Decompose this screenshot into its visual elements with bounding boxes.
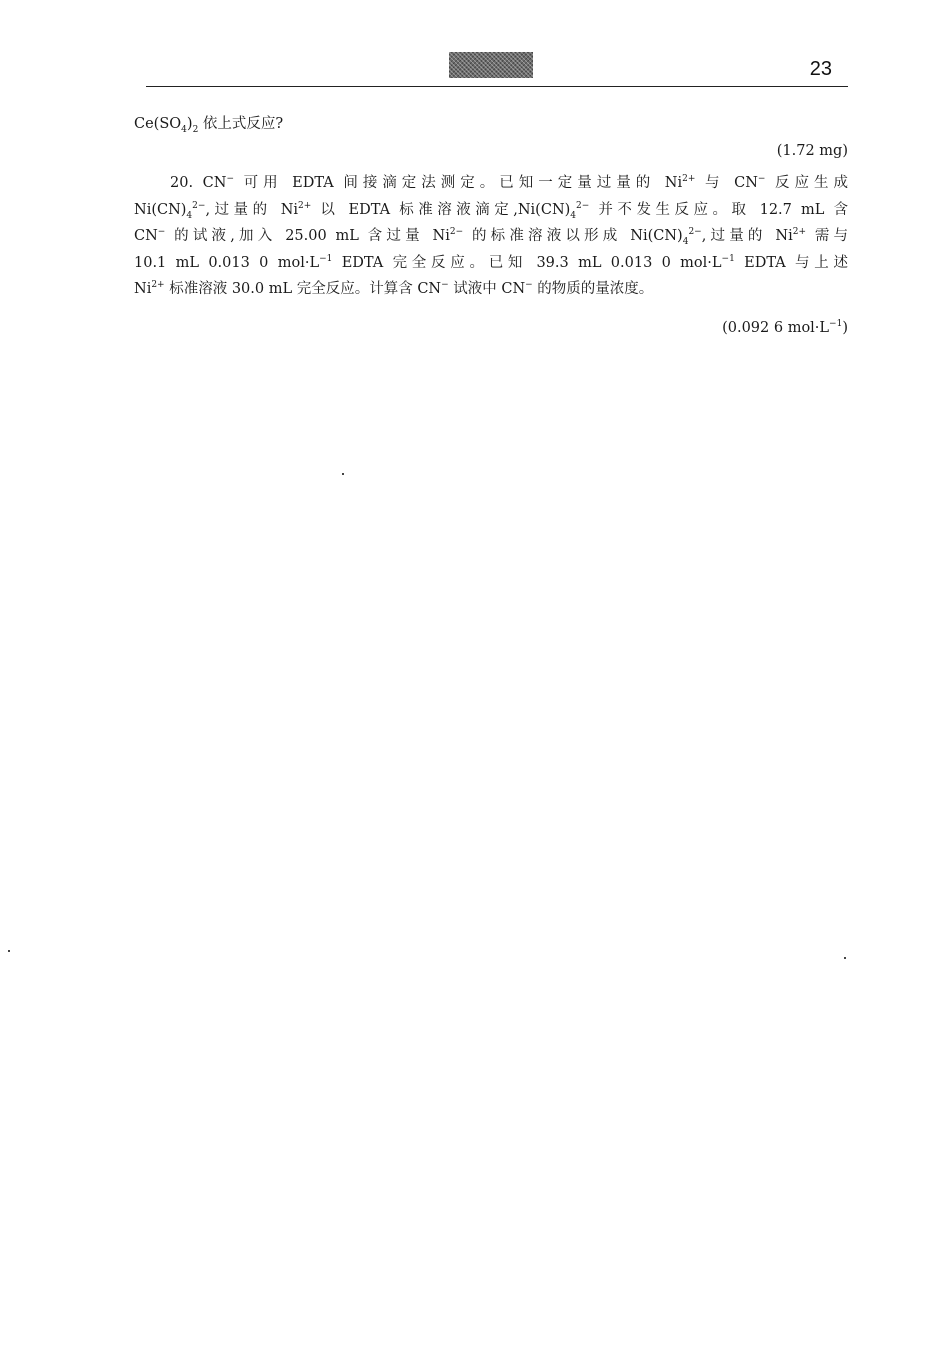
text-fragment: 试液中 CN — [448, 281, 526, 297]
text-fragment: EDTA 与上述 — [734, 254, 848, 271]
text-fragment: 与 CN — [695, 175, 758, 191]
superscript: 2+ — [298, 200, 312, 211]
text-fragment: 标准溶液 30.0 mL 完全反应。计算含 CN — [164, 281, 442, 297]
text-fragment: ) — [842, 320, 848, 336]
subscript: 4 — [570, 210, 577, 221]
header-decoration — [449, 52, 533, 78]
problem-20-line-2 — [134, 197, 848, 224]
superscript: − — [157, 227, 166, 238]
text-fragment: (0.092 6 mol·L — [722, 320, 830, 336]
text-fragment: 并不发生反应。取 12.7 mL 含 — [589, 201, 848, 218]
superscript: 2+ — [682, 174, 696, 185]
text-line-ce-so4 — [134, 114, 283, 134]
text-fragment: Ni(CN) — [134, 201, 187, 218]
text-fragment: Ce(SO — [134, 116, 182, 132]
superscript: −1 — [721, 253, 735, 264]
superscript: − — [525, 280, 533, 291]
text-fragment: ,过量的 Ni — [701, 228, 793, 244]
superscript: 2− — [192, 200, 206, 211]
problem-20-line-5 — [134, 276, 848, 303]
problem-20-line-3 — [134, 223, 848, 250]
superscript: − — [757, 174, 766, 185]
scan-speck — [844, 957, 846, 959]
superscript: −1 — [829, 319, 843, 330]
superscript: − — [441, 280, 449, 291]
text-fragment: 需与 — [806, 228, 849, 244]
scan-speck — [342, 473, 344, 475]
subscript: 4 — [181, 124, 187, 135]
header-rule — [146, 86, 848, 87]
text-fragment: 可用 EDTA 间接滴定法测定。已知一定量过量的 Ni — [234, 175, 683, 191]
scan-speck — [8, 950, 10, 952]
text-fragment: 反应生成 — [765, 175, 849, 191]
superscript: 2+ — [151, 280, 165, 291]
superscript: 2+ — [792, 227, 807, 238]
problem-20 — [134, 170, 848, 303]
text-fragment: 依上式反应? — [198, 116, 284, 132]
text-fragment: 20. CN — [170, 175, 227, 191]
subscript: 2 — [192, 124, 199, 135]
text-fragment: 10.1 mL 0.013 0 mol·L — [134, 254, 320, 271]
superscript: −1 — [319, 253, 333, 264]
text-fragment: ,过量的 Ni — [205, 201, 299, 218]
superscript: 2− — [576, 200, 590, 211]
answer-20 — [722, 318, 848, 338]
text-fragment: 以 EDTA 标准溶液滴定,Ni(CN) — [311, 201, 571, 218]
problem-20-line-4 — [134, 250, 848, 277]
text-fragment: CN — [134, 228, 158, 244]
answer-19: (1.72 mg) — [776, 143, 848, 159]
text-fragment: Ni — [134, 281, 152, 297]
superscript: − — [226, 174, 234, 185]
text-fragment: EDTA 完全反应。已知 39.3 mL 0.013 0 mol·L — [332, 254, 722, 271]
subscript: 4 — [682, 236, 689, 247]
subscript: 4 — [186, 210, 193, 221]
problem-20-line-1 — [134, 170, 848, 197]
superscript: 2− — [688, 227, 702, 238]
text-fragment: 的标准溶液以形成 Ni(CN) — [463, 228, 683, 244]
page-number: 23 — [809, 58, 832, 80]
text-fragment: ) — [186, 116, 193, 132]
text-fragment: 的物质的量浓度。 — [532, 281, 654, 297]
superscript: 2− — [449, 227, 464, 238]
text-fragment: 的试液,加入 25.00 mL 含过量 Ni — [165, 228, 450, 244]
